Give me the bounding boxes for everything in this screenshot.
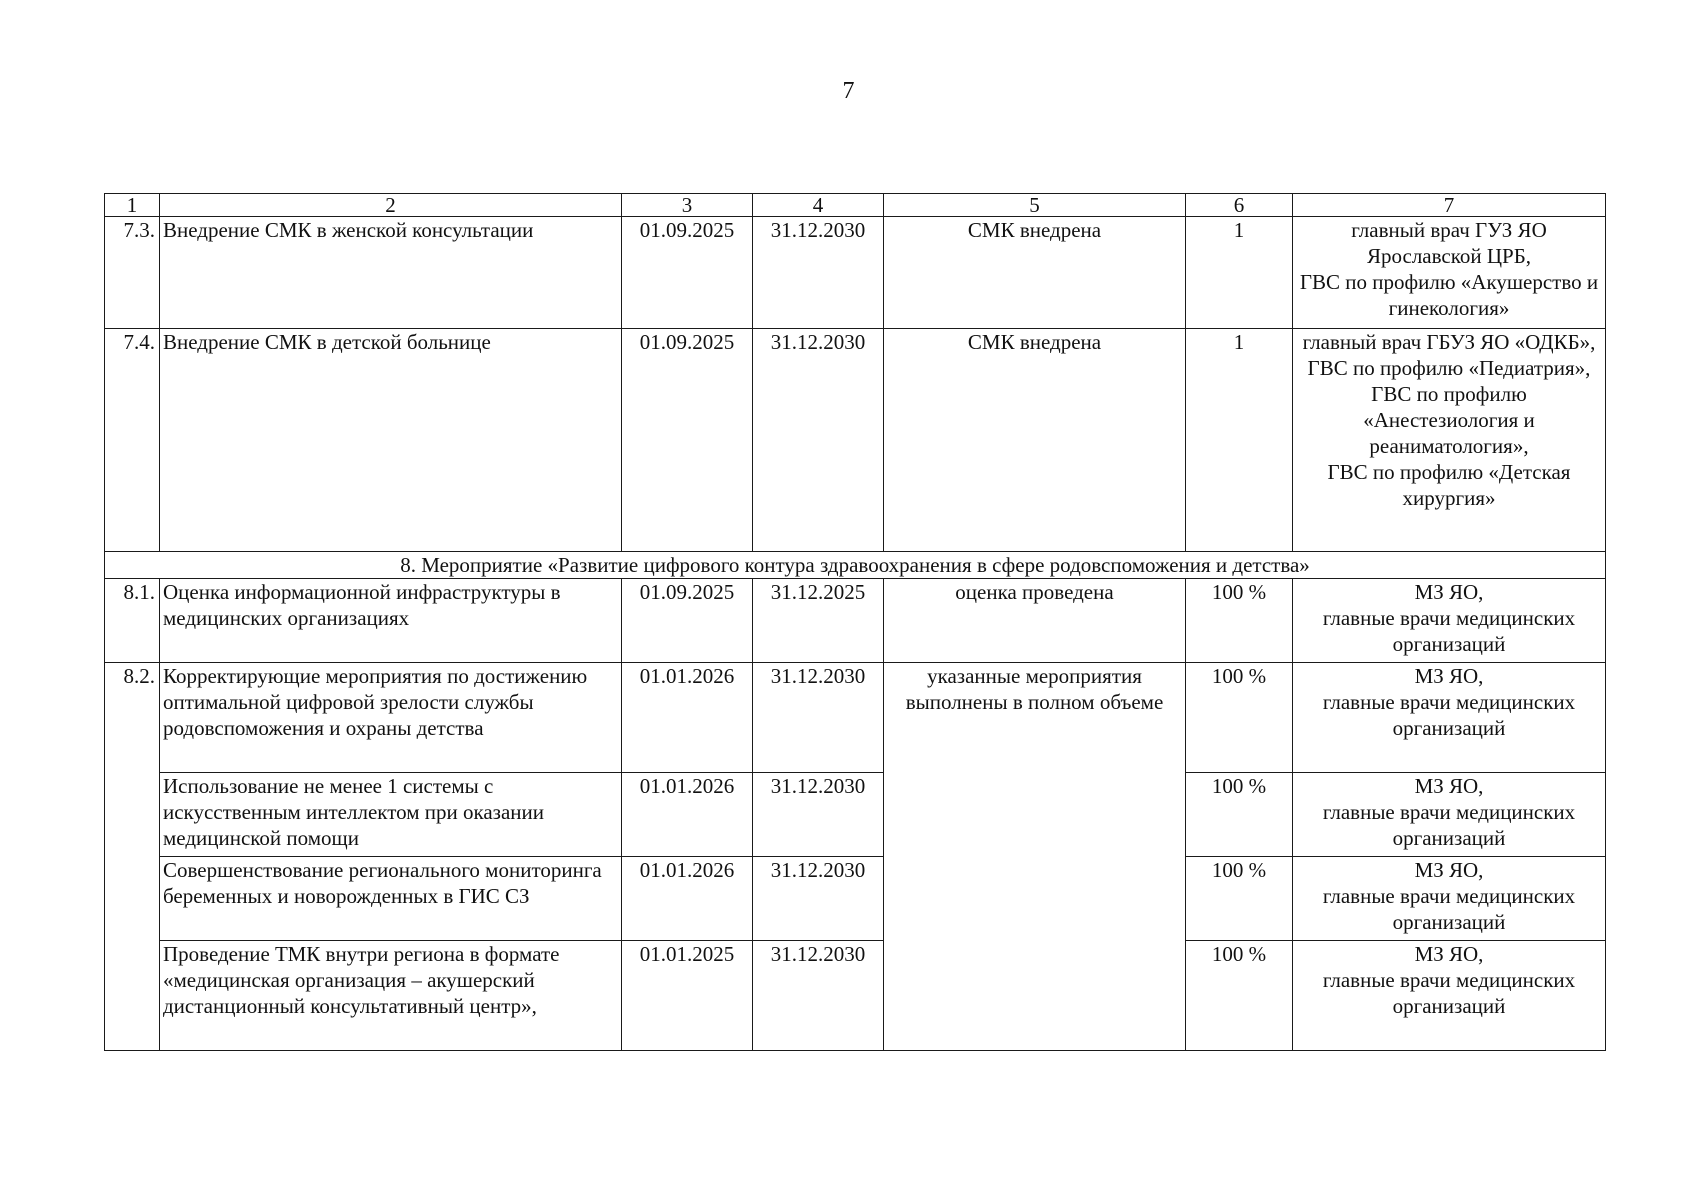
start-date: 01.01.2026 (622, 663, 753, 773)
end-date: 31.12.2030 (753, 329, 884, 552)
plan-table (104, 193, 1606, 1051)
responsible: МЗ ЯО, главные врачи медицинских организаций (1293, 941, 1606, 1051)
row-number: 7.3. (105, 217, 160, 329)
row-number: 7.4. (105, 329, 160, 552)
table-row (105, 217, 1606, 329)
end-date: 31.12.2030 (753, 217, 884, 329)
start-date: 01.09.2025 (622, 217, 753, 329)
activity-name: Проведение ТМК внутри региона в формате «медицинская организация – акушерский дистанционный консультативный центр», (160, 941, 622, 1051)
activity-name: Использование не менее 1 системы с искусственным интеллектом при оказании медицинской помощи (160, 773, 622, 857)
start-date: 01.01.2026 (622, 773, 753, 857)
responsible: МЗ ЯО, главные врачи медицинских организаций (1293, 857, 1606, 941)
indicator-value: 100 % (1186, 579, 1293, 663)
table-row (105, 941, 1606, 1051)
table-row (105, 773, 1606, 857)
column-header: 5 (884, 194, 1186, 217)
table-row (105, 579, 1606, 663)
page-number: 7 (842, 78, 855, 104)
indicator-value: 1 (1186, 217, 1293, 329)
result: СМК внедрена (884, 329, 1186, 552)
indicator-value: 100 % (1186, 663, 1293, 773)
end-date: 31.12.2030 (753, 857, 884, 941)
indicator-value: 100 % (1186, 941, 1293, 1051)
table-row (105, 857, 1606, 941)
start-date: 01.01.2026 (622, 857, 753, 941)
table-row (105, 663, 1606, 773)
column-header: 4 (753, 194, 884, 217)
column-header: 1 (105, 194, 160, 217)
table-row (105, 329, 1606, 552)
activity-name: Корректирующие мероприятия по достижению оптимальной цифровой зрелости службы родовспоможения и охраны детства (160, 663, 622, 773)
column-header: 3 (622, 194, 753, 217)
result: СМК внедрена (884, 217, 1186, 329)
activity-name: Внедрение СМК в женской консультации (160, 217, 622, 329)
row-number: 8.2. (105, 663, 160, 1051)
result: указанные мероприятия выполнены в полном объеме (884, 663, 1186, 1051)
start-date: 01.09.2025 (622, 329, 753, 552)
indicator-value: 100 % (1186, 857, 1293, 941)
responsible: главный врач ГУЗ ЯО Ярославской ЦРБ, ГВС по профилю «Акушерство и гинекология» (1293, 217, 1606, 329)
activity-name: Совершенствование регионального мониторинга беременных и новорожденных в ГИС СЗ (160, 857, 622, 941)
indicator-value: 1 (1186, 329, 1293, 552)
indicator-value: 100 % (1186, 773, 1293, 857)
responsible: МЗ ЯО, главные врачи медицинских организаций (1293, 663, 1606, 773)
responsible: МЗ ЯО, главные врачи медицинских организаций (1293, 773, 1606, 857)
row-number: 8.1. (105, 579, 160, 663)
column-header: 2 (160, 194, 622, 217)
start-date: 01.09.2025 (622, 579, 753, 663)
section-row (105, 552, 1606, 579)
section-title: 8. Мероприятие «Развитие цифрового контура здравоохранения в сфере родовспоможения и детства» (105, 552, 1606, 579)
end-date: 31.12.2030 (753, 663, 884, 773)
activity-name: Оценка информационной инфраструктуры в медицинских организациях (160, 579, 622, 663)
activity-name: Внедрение СМК в детской больнице (160, 329, 622, 552)
end-date: 31.12.2030 (753, 941, 884, 1051)
column-header: 7 (1293, 194, 1606, 217)
end-date: 31.12.2030 (753, 773, 884, 857)
responsible: главный врач ГБУЗ ЯО «ОДКБ», ГВС по профилю «Педиатрия», ГВС по профилю «Анестезиология и реаниматология», ГВС по профилю «Детская хирургия» (1293, 329, 1606, 552)
end-date: 31.12.2025 (753, 579, 884, 663)
start-date: 01.01.2025 (622, 941, 753, 1051)
result: оценка проведена (884, 579, 1186, 663)
table-header-row (105, 194, 1606, 217)
column-header: 6 (1186, 194, 1293, 217)
responsible: МЗ ЯО, главные врачи медицинских организаций (1293, 579, 1606, 663)
